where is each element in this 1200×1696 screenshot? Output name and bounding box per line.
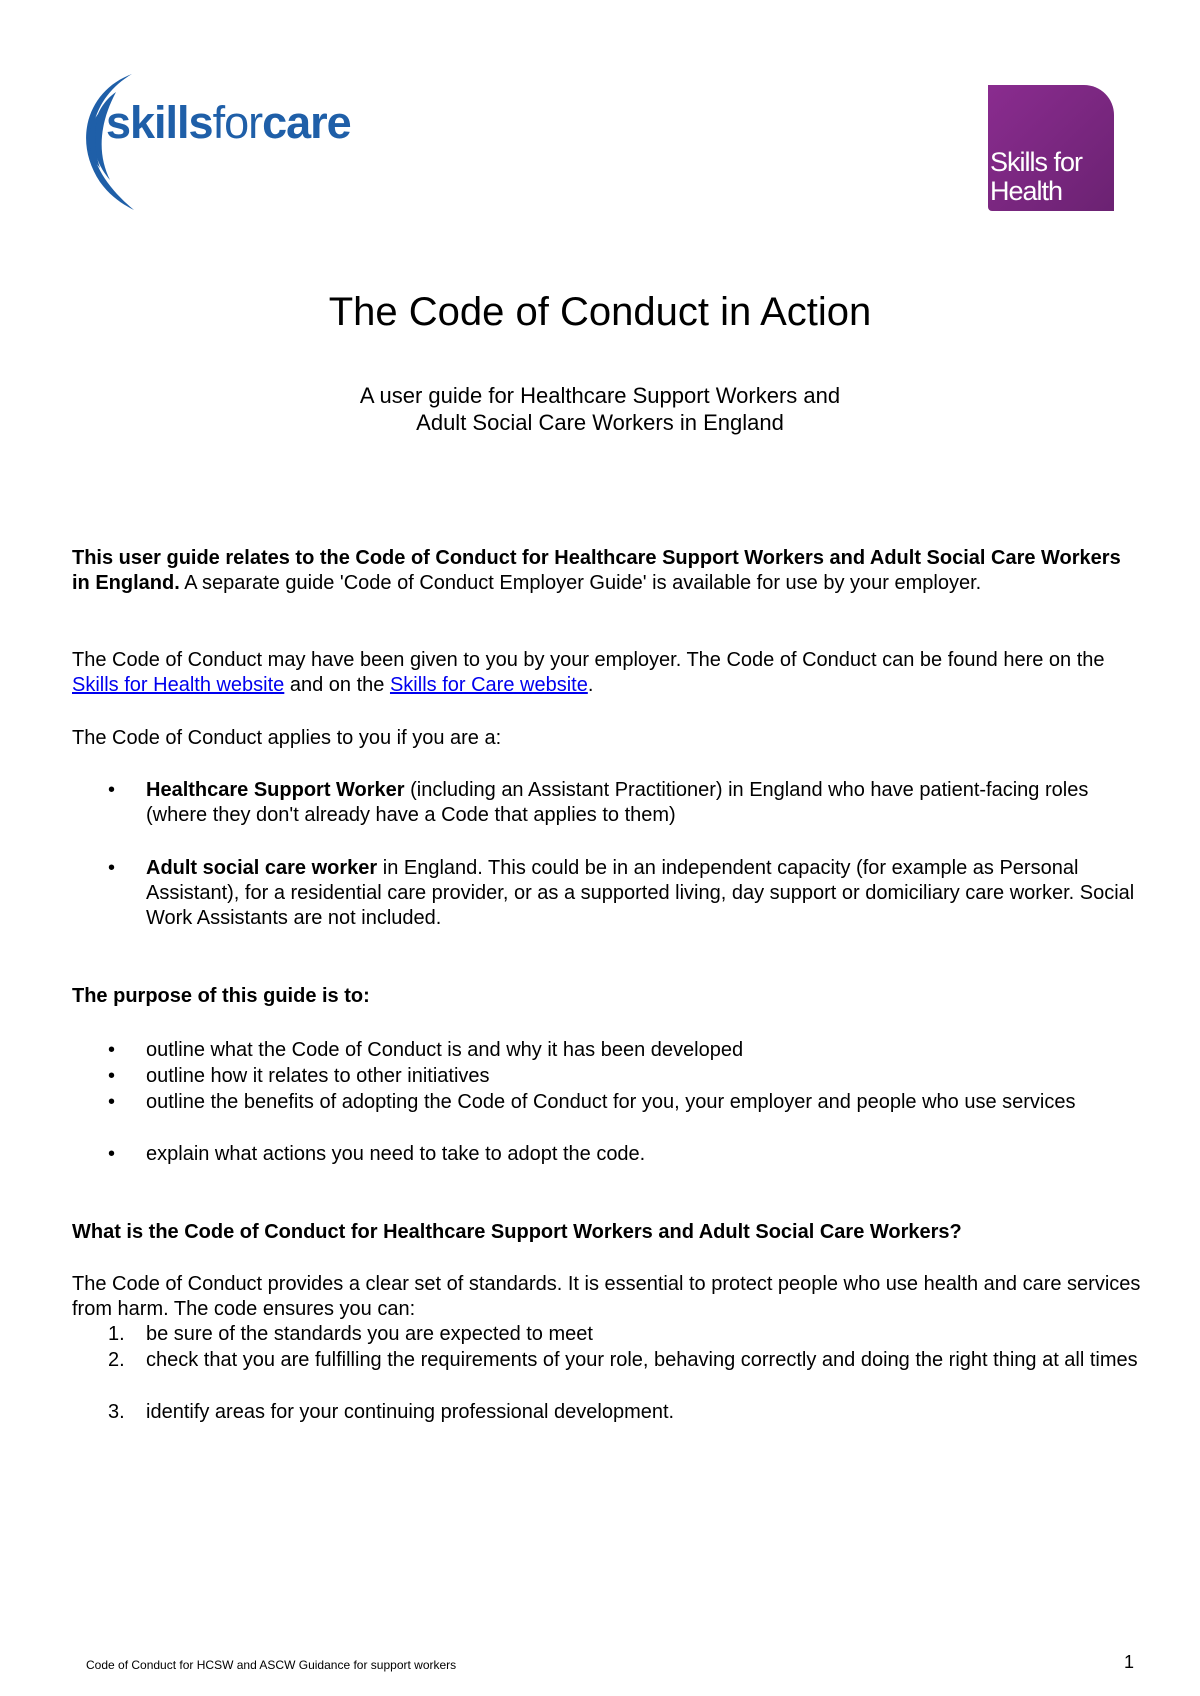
list-item-ensures-2 — [72, 1348, 1142, 1373]
bullet-icon: • — [108, 779, 116, 801]
list-number: 3. — [108, 1401, 125, 1423]
what-heading-text: What is the Code of Conduct for Healthcare Support Workers and Adult Social Care Workers? — [72, 1221, 962, 1243]
what-paragraph: The Code of Conduct provides a clear set of standards. It is essential to protect people who use health and care services from harm. The code ensures you can: — [72, 1273, 1141, 1320]
ensures-1-text: be sure of the standards you are expected to meet — [146, 1323, 593, 1345]
page-number: 1 — [1124, 1652, 1135, 1672]
applies-1-rest: (including an Assistant Practitioner) in England who have patient-facing roles (where they don't already have a Code that applies to them) — [146, 779, 1089, 826]
intro-paragraph — [72, 546, 1142, 596]
applies-2-bold: Adult social care worker — [146, 857, 378, 879]
list-item-ensures-3 — [72, 1400, 1142, 1425]
list-item-applies-2 — [72, 856, 1142, 931]
ensures-3-text: identify areas for your continuing professional development. — [146, 1401, 675, 1423]
list-item-purpose-1 — [72, 1038, 1142, 1063]
bullet-icon: • — [108, 1143, 116, 1165]
ensures-2-text: check that you are fulfilling the requirements of your role, behaving correctly and doing the right thing at all times — [146, 1349, 1138, 1371]
subtitle-line-1: A user guide for Healthcare Support Workers and — [359, 383, 841, 408]
applies-2-rest: in England. This could be in an independent capacity (for example as Personal Assistant), for a residential care provider, or as a supported living, day support or domiciliary care worker. Social Work Assistants are not included. — [146, 857, 1135, 929]
list-item-applies-1 — [72, 778, 1142, 828]
applies-intro: The Code of Conduct applies to you if you are a: — [72, 727, 502, 749]
applies-1-bold: Healthcare Support Worker — [146, 779, 405, 801]
bullet-icon: • — [108, 1065, 116, 1087]
subtitle-line-2: Adult Social Care Workers in England — [416, 410, 784, 435]
page-title: The Code of Conduct in Action — [328, 290, 872, 334]
bullet-icon: • — [108, 1091, 116, 1113]
list-item-purpose-2 — [72, 1064, 1142, 1089]
logo-text-skills: skills — [106, 97, 213, 148]
list-item-purpose-3 — [72, 1090, 1142, 1115]
intro-rest: A separate guide 'Code of Conduct Employer Guide' is available for use by your employer. — [179, 572, 982, 594]
found-middle: and on the — [284, 674, 390, 696]
intro-bold: This user guide relates to the Code of Conduct for Healthcare Support Workers and Adult Social Care Workers in England. — [72, 547, 1121, 594]
found-before: The Code of Conduct may have been given to you by your employer. The Code of Conduct can be found here on the — [72, 649, 1105, 671]
bullet-icon: • — [108, 857, 116, 879]
purpose-2-text: outline how it relates to other initiatives — [146, 1065, 490, 1087]
logo-line-2: Health — [990, 176, 1063, 206]
bullet-icon: • — [108, 1039, 116, 1061]
skills-for-care-logo — [70, 70, 380, 215]
skills-for-health-link[interactable]: Skills for Health website — [72, 674, 285, 696]
logo-text-care: care — [262, 97, 351, 148]
skills-for-health-logo — [988, 85, 1114, 211]
purpose-heading-text: The purpose of this guide is to: — [72, 985, 370, 1007]
what-heading — [72, 1220, 1142, 1245]
footer-text: Code of Conduct for HCSW and ASCW Guidance for support workers — [86, 1658, 457, 1672]
skills-for-care-link[interactable]: Skills for Care website — [389, 674, 588, 696]
purpose-4-text: explain what actions you need to take to adopt the code. — [146, 1143, 646, 1165]
list-number: 2. — [108, 1349, 125, 1371]
list-number: 1. — [108, 1323, 125, 1345]
list-item-ensures-1 — [72, 1322, 1142, 1347]
logo-line-1: Skills for — [990, 147, 1083, 177]
list-item-purpose-4 — [72, 1142, 1142, 1167]
purpose-1-text: outline what the Code of Conduct is and why it has been developed — [146, 1039, 744, 1061]
purpose-heading — [72, 984, 1142, 1009]
found-paragraph — [72, 648, 1142, 698]
purpose-3-text: outline the benefits of adopting the Code of Conduct for you, your employer and people who use services — [146, 1091, 1076, 1113]
logo-text-for: for — [212, 97, 263, 148]
found-after: . — [587, 674, 594, 696]
